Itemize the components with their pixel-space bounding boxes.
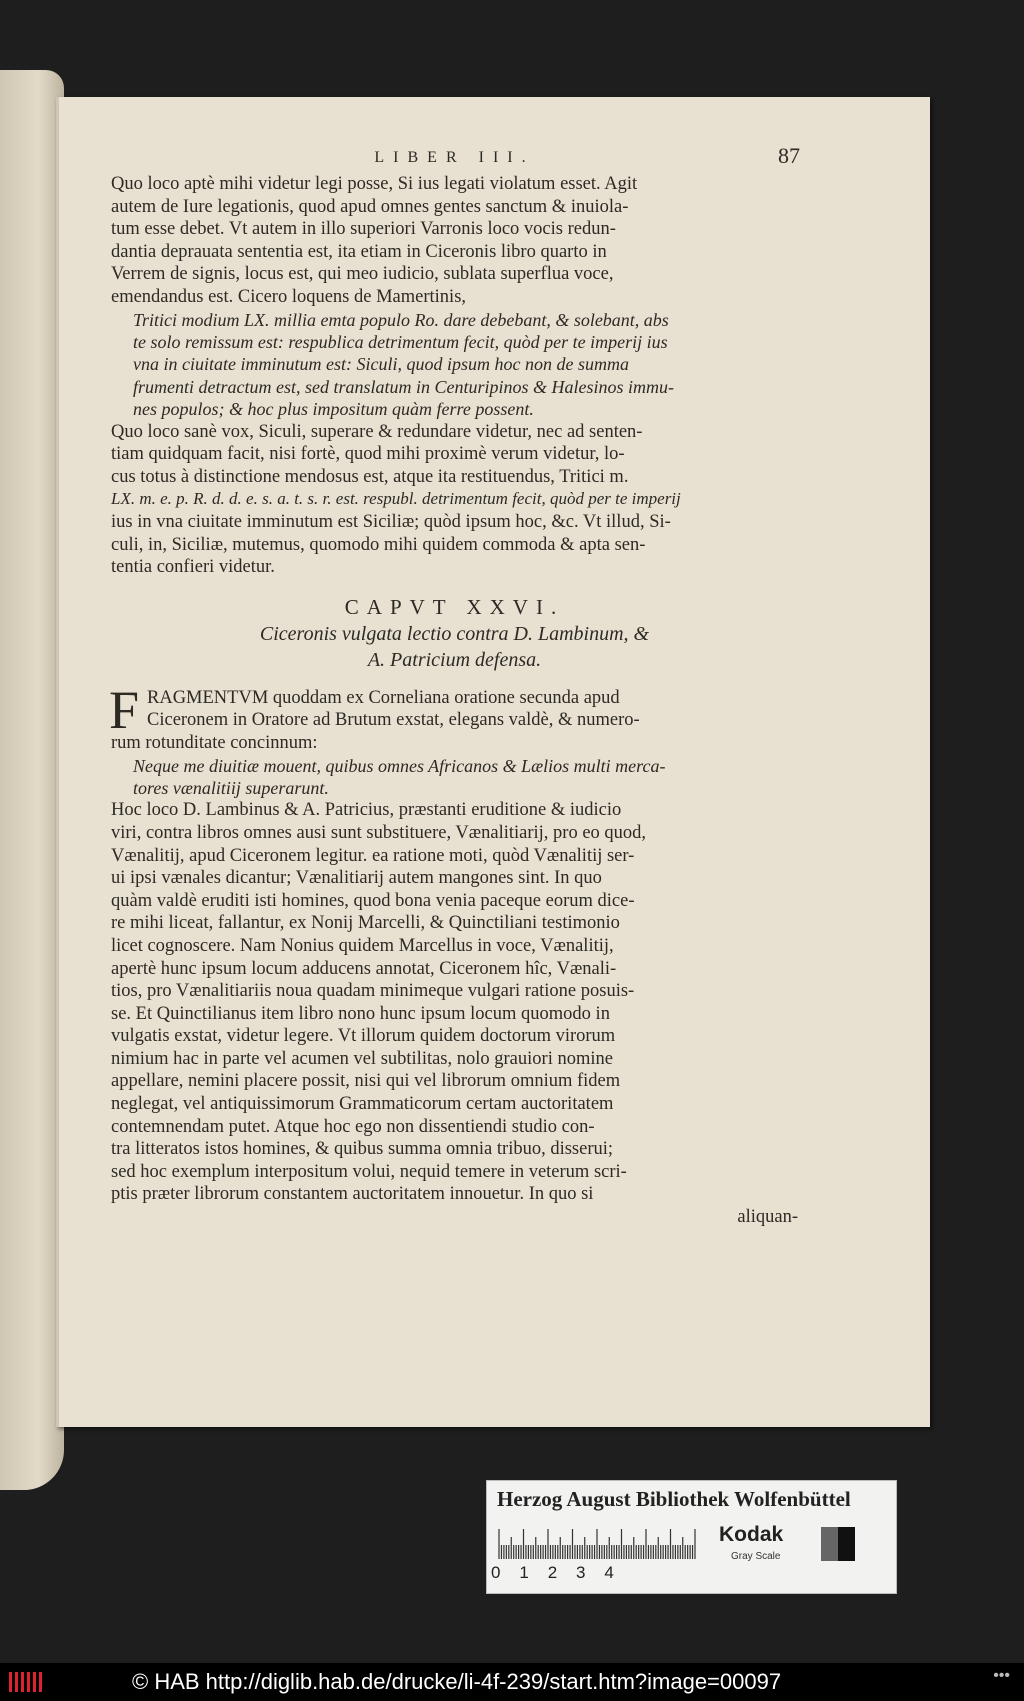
quotation-cicero	[111, 309, 798, 421]
ruler-scale-icon	[497, 1527, 697, 1561]
text-line: culi, in, Siciliæ, mutemus, quomodo mihi quidem commoda & apta sen-	[111, 534, 646, 555]
text-line: Quo loco aptè mihi videtur legi posse, Si ius legati violatum esset. Agit	[111, 174, 638, 194]
quote-line: Neque me diuitiæ mouent, quibus omnes Africanos & Lælios multi merca-	[133, 755, 666, 776]
quote-line: tores vænalitiij superarunt.	[133, 777, 329, 798]
text-line: neglegat, vel antiquissimorum Grammaticorum certam auctoritatem	[111, 1094, 614, 1115]
ruler-numbers: 0 1 2 3 4	[491, 1563, 614, 1582]
text-line: dantia deprauata sententia est, ita etiam in Ciceronis libro quarto in	[111, 241, 607, 262]
body-paragraph	[111, 799, 798, 1228]
text-line: Hoc loco D. Lambinus & A. Patricius, præstanti eruditione & iudicio	[111, 800, 622, 821]
text-line: cus totus à distinctione mendosus est, atque ita restituendus, Tritici m.	[111, 466, 629, 487]
text-line: quàm valdè eruditi isti homines, quod bona venia paceque eorum dice-	[111, 890, 635, 911]
text-line: rum rotunditate concinnum:	[111, 732, 318, 753]
chapter-subtitle: A. Patricium defensa.	[367, 648, 542, 671]
text-line: Quo loco sanè vox, Siculi, superare & redundare videtur, nec ad senten-	[111, 421, 643, 442]
chapter-heading: CAPVT XXVI.	[344, 594, 565, 619]
library-color-scale-label	[486, 1480, 897, 1594]
quote-line: te solo remissum est: respublica detrimentum fecit, quòd per te imperij ius	[133, 331, 668, 352]
text-line: Ciceronem in Oratore ad Brutum exstat, elegans valdè, & numero-	[147, 710, 640, 731]
text-line: appellare, nemini placere possit, nisi qui vel librorum omnium fidem	[111, 1071, 621, 1092]
text-line: tentia confieri videtur.	[111, 557, 275, 578]
text-line: emendandus est. Cicero loquens de Mamertinis,	[111, 286, 467, 307]
text-line: tum esse debet. Vt autem in illo superiori Varronis loco vocis redun-	[111, 219, 616, 240]
gray-scale-label: Gray Scale	[731, 1551, 781, 1562]
more-icon[interactable]: •••	[993, 1667, 1010, 1684]
text-line: se. Et Quinctilianus item libro nono hunc ipsum locum quomodo in	[111, 1003, 610, 1024]
gray-patch-icon	[821, 1527, 855, 1561]
running-head	[111, 143, 800, 173]
text-line: RAGMENTVM quoddam ex Corneliana oratione secunda apud	[147, 687, 620, 708]
text-line: Vænalitij, apud Ciceronem legitur. ea ratione moti, quòd Vænalitij ser-	[111, 845, 635, 866]
catchword: aliquan-	[737, 1207, 798, 1228]
text-line: tiam quidquam facit, nisi fortè, quod mihi proximè verum videtur, lo-	[111, 444, 625, 465]
text-line: vulgatis exstat, videtur legere. Vt illorum quidem doctorum virorum	[111, 1026, 616, 1047]
quotation-cornelian	[111, 755, 798, 800]
text-line: contemnendam putet. Atque hoc ego non dissentiendi studio con-	[111, 1116, 595, 1137]
kodak-logo: Kodak	[719, 1523, 784, 1546]
page-number: 87	[778, 143, 800, 168]
middle-paragraph	[111, 421, 798, 579]
quote-line: vna in ciuitate imminutum est: Siculi, quod ipsum hoc non de summa	[133, 354, 629, 375]
text-line: ius in vna ciuitate imminutum est Siciliæ; quòd ipsum hoc, &c. Vt illud, Si-	[111, 511, 671, 532]
text-line: sed hoc exemplum interpositum volui, nequid temere in veterum scri-	[111, 1161, 627, 1182]
text-line: autem de Iure legationis, quod apud omnes gentes sanctum & inuiola-	[111, 196, 629, 217]
opening-paragraph	[109, 679, 798, 755]
text-line: tios, pro Vænalitiariis noua quadam minimeque vulgari ratione posuis-	[111, 981, 635, 1002]
text-line: Verrem de signis, locus est, qui meo iudicio, sublata superflua voce,	[111, 264, 614, 285]
text-line: LX. m. e. p. R. d. d. e. s. a. t. s. r. est. respubl. detrimentum fecit, quòd per te imperij	[111, 489, 681, 509]
text-line: viri, contra libros omnes ausi sunt substituere, Vænalitiarij, pro eo quod,	[111, 822, 647, 843]
text-line: nimium hac in parte vel acumen vel subtilitas, nolo grauiori nomine	[111, 1048, 613, 1069]
text-line: apertè hunc ipsum locum adducens annotat, Ciceronem hîc, Vænali-	[111, 958, 617, 979]
viewer-footer	[0, 1663, 1024, 1701]
page-text-block	[109, 143, 800, 1229]
text-line: licet cognoscere. Nam Nonius quidem Marcellus in voce, Vænalitij,	[111, 935, 614, 956]
copyright-url[interactable]: © HAB http://diglib.hab.de/drucke/li-4f-239/start.htm?image=00097	[132, 1669, 782, 1694]
top-paragraph	[111, 173, 798, 309]
text-line: ui ipsi vænales dicantur; Vænalitiarij autem mangones sint. In quo	[111, 868, 602, 889]
running-head-title: LIBER III.	[374, 149, 535, 166]
chapter-subtitle: Ciceronis vulgata lectio contra D. Lambinum, &	[259, 622, 650, 645]
text-line: tra litteratos istos homines, & quibus summa omnia tribuo, disserui;	[111, 1139, 614, 1160]
quote-line: Tritici modium LX. millia emta populo Ro. dare debebant, & solebant, abs	[133, 309, 669, 330]
previous-page-edge	[0, 70, 64, 1490]
drop-capital: F	[109, 679, 140, 740]
library-name: Herzog August Bibliothek Wolfenbüttel	[497, 1487, 851, 1511]
quote-line: frumenti detractum est, sed translatum in Centuripinos & Halesinos immu-	[133, 376, 674, 397]
text-line: ptis præter librorum constantem auctoritatem innouetur. In quo si	[111, 1184, 594, 1205]
quote-line: nes populos; & hoc plus impositum quàm ferre possent.	[133, 399, 534, 420]
text-line: re mihi liceat, fallantur, ex Nonij Marcelli, & Quinctiliani testimonio	[111, 913, 620, 934]
hab-logo-icon	[8, 1670, 48, 1694]
book-page	[56, 97, 930, 1427]
